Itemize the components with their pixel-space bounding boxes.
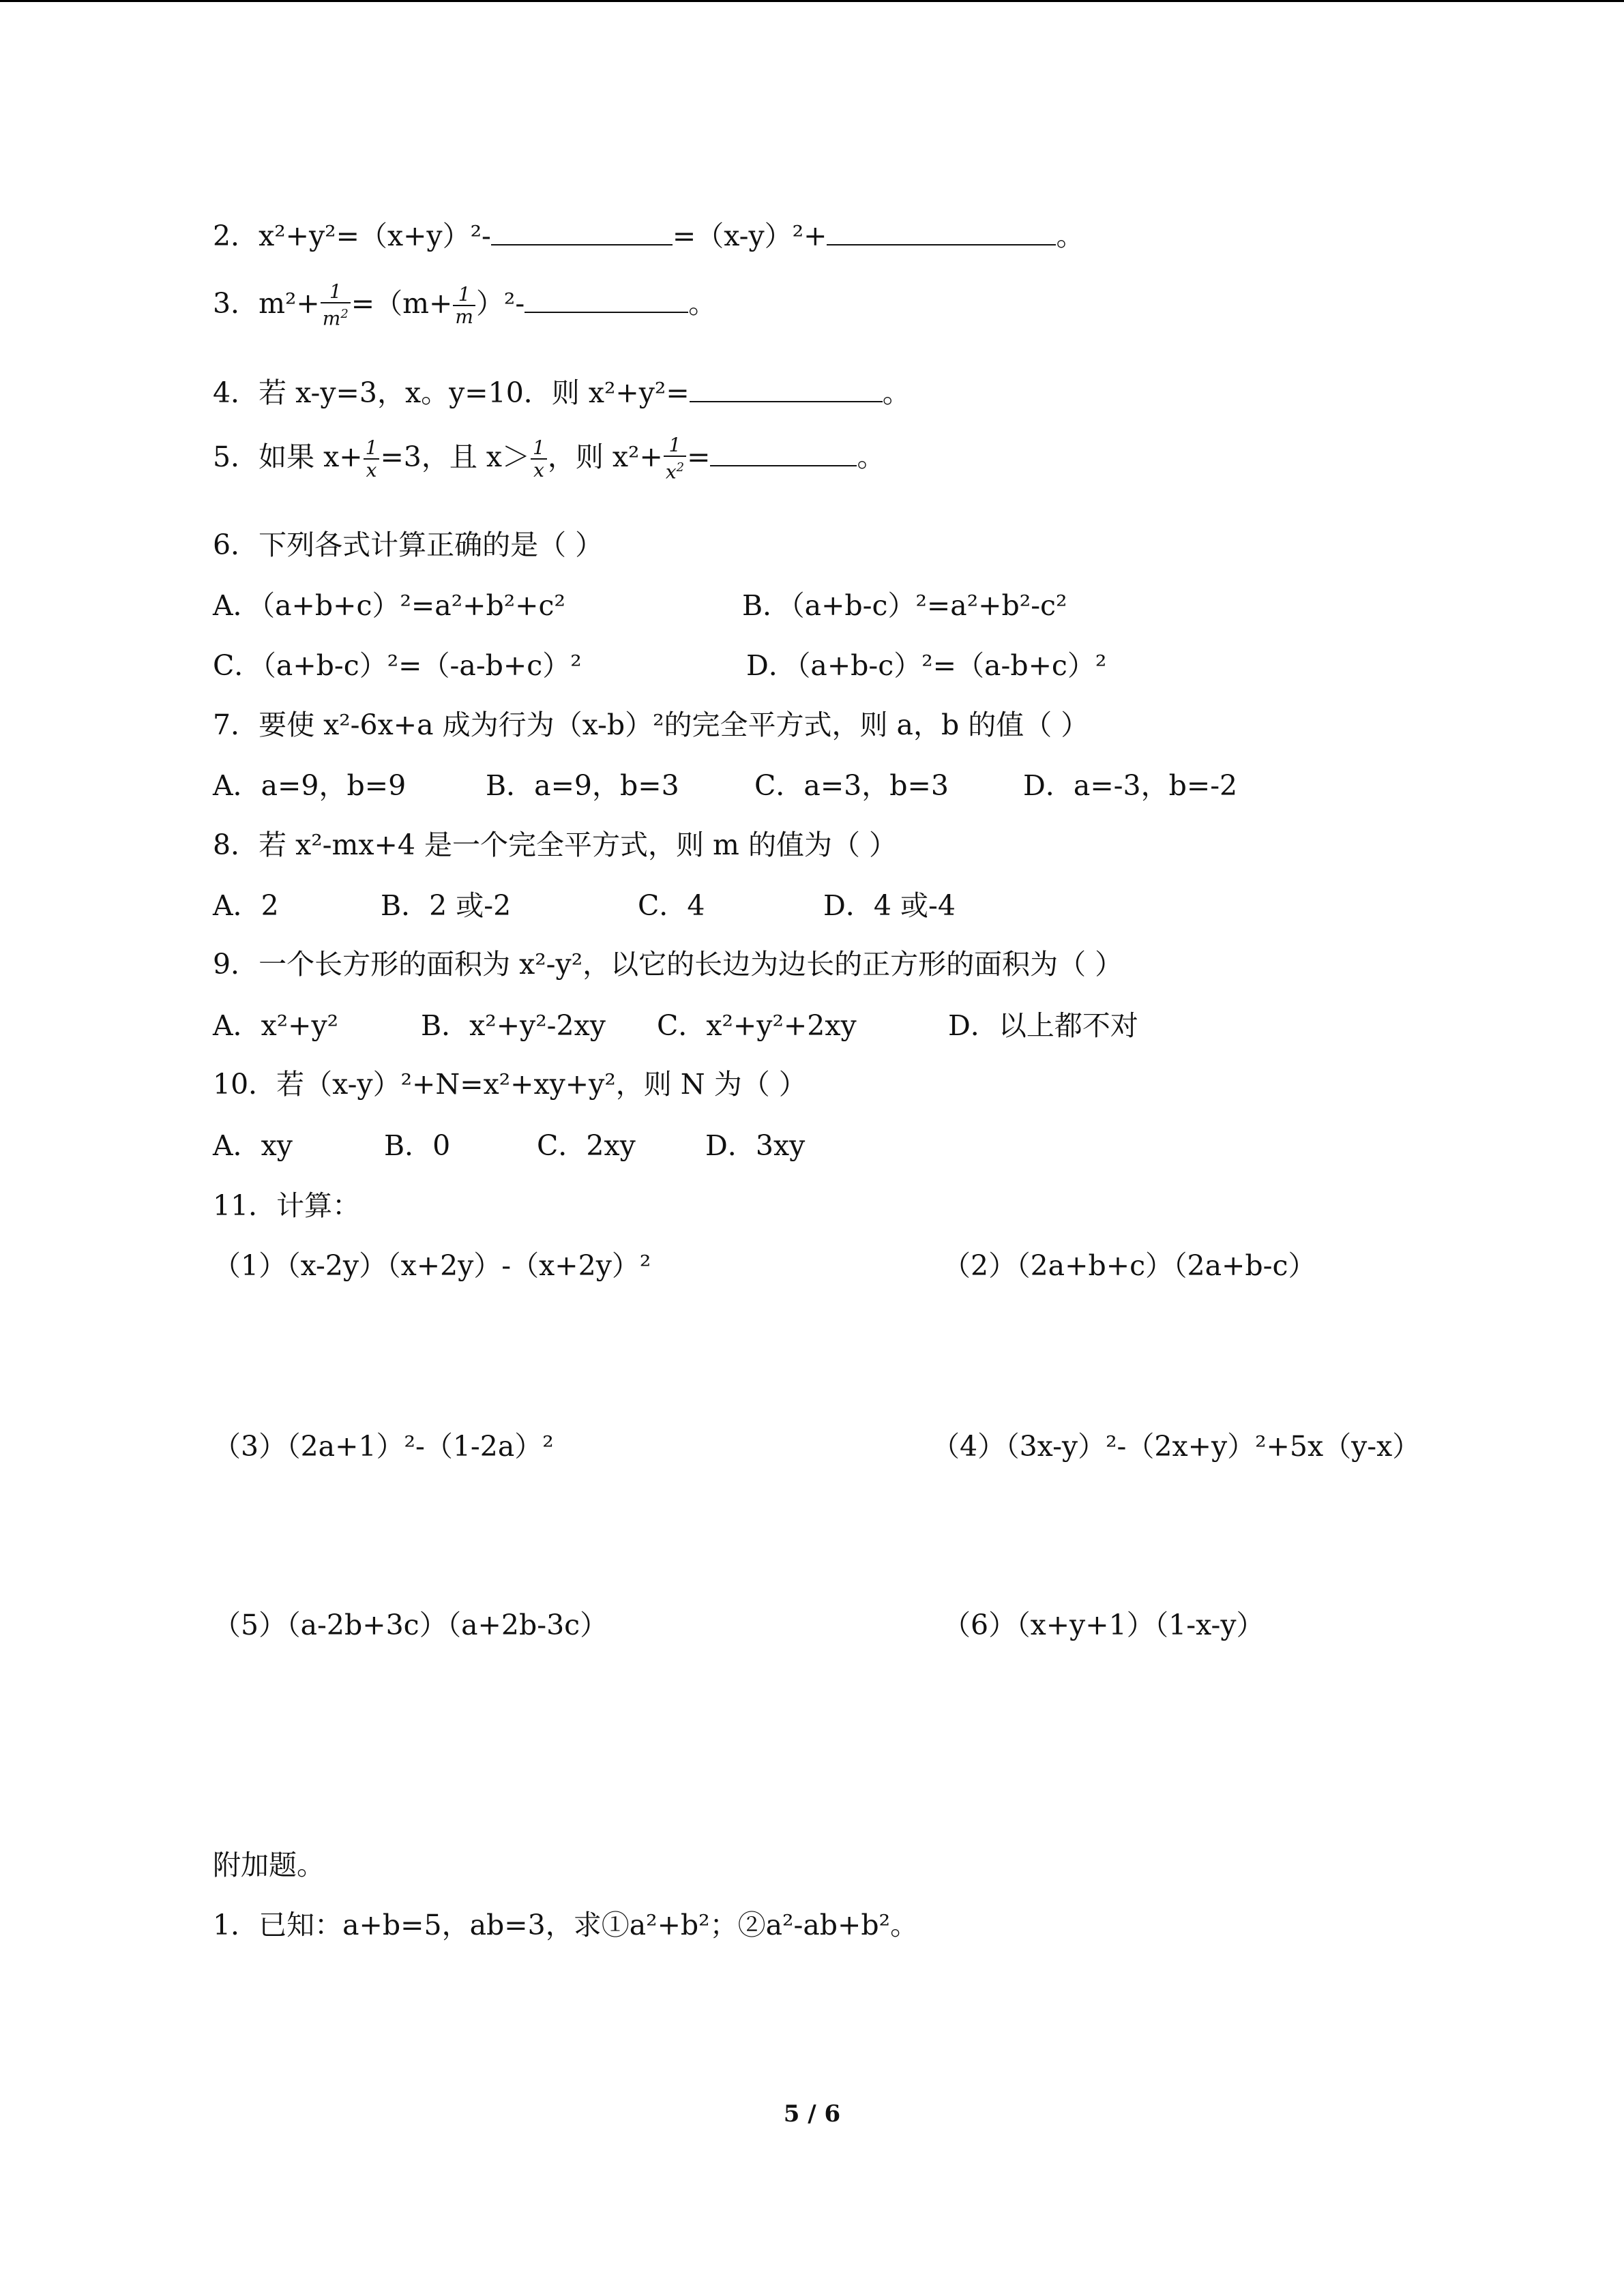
q3-blank — [525, 287, 688, 313]
q7-option-b: B．a=9，b=3 — [486, 769, 679, 802]
q7-option-d: D．a=-3，b=-2 — [1023, 769, 1238, 802]
q5-fraction-2: $\frac{1}{x}$ — [531, 438, 547, 481]
q5-text-3: ，则 x²+ — [547, 441, 663, 473]
q2-text-3: 。 — [1056, 220, 1084, 252]
q8-option-c: C．4 — [638, 889, 705, 922]
q3-fraction-2: $\frac{1}{m}$ — [453, 284, 475, 328]
q9-option-d: D．以上都不对 — [948, 1009, 1138, 1042]
q2-text-1: 2．x²+y²=（x+y）²- — [213, 220, 491, 252]
page-number: 5 / 6 — [783, 2100, 841, 2128]
q2-blank-1 — [491, 220, 673, 245]
q5-text-1: 5．如果 x+ — [213, 441, 363, 473]
q9-option-a: A．x²+y² — [213, 1009, 339, 1042]
q2-blank-2 — [827, 220, 1056, 245]
extra-section-title: 附加题。 — [213, 1849, 325, 1881]
question-9-stem: 9．一个长方形的面积为 x²-y²，以它的长边为边长的正方形的面积为（ ） — [213, 948, 1123, 981]
q11-sub-3: （3）（2a+1）²-（1-2a）² — [213, 1430, 554, 1463]
q4-blank — [690, 376, 883, 402]
question-2 — [213, 217, 1084, 255]
q3-text-1: 3．m²+ — [213, 287, 320, 320]
q9-option-c: C．x²+y²+2xy — [657, 1009, 857, 1042]
q4-text-2: 。 — [882, 376, 911, 409]
q8-option-d: D．4 或-4 — [823, 889, 956, 922]
question-4 — [213, 374, 911, 412]
question-7-stem: 7．要使 x²-6x+a 成为行为（x-b）²的完全平方式，则 a，b 的值（ ） — [213, 709, 1089, 741]
question-5 — [213, 426, 885, 488]
q5-text-2: =3，且 x＞ — [380, 441, 531, 473]
q5-blank — [710, 441, 857, 466]
q3-fraction-1: $\frac{1}{m^2}$ — [321, 282, 351, 329]
q5-text-4: = — [687, 441, 711, 473]
q3-text-3: ）²- — [475, 287, 525, 320]
question-8-stem: 8．若 x²-mx+4 是一个完全平方式，则 m 的值为（ ） — [213, 829, 897, 861]
q4-text-1: 4．若 x-y=3，x。y=10．则 x²+y²= — [213, 376, 690, 409]
q5-fraction-3: $\frac{1}{x^2}$ — [664, 435, 686, 483]
q7-option-c: C．a=3，b=3 — [754, 769, 949, 802]
q8-option-b: B．2 或-2 — [381, 889, 512, 922]
q3-text-4: 。 — [688, 287, 717, 320]
q5-fraction-1: $\frac{1}{x}$ — [364, 438, 380, 481]
q11-sub-1: （1）（x-2y）（x+2y）-（x+2y）² — [213, 1249, 651, 1282]
q11-sub-6: （6）（x+y+1）（1-x-y） — [943, 1609, 1265, 1641]
q6-option-c: C．（a+b-c）²=（-a-b+c）² — [213, 649, 582, 682]
q10-option-d: D．3xy — [705, 1129, 806, 1162]
question-10-stem: 10．若（x-y）²+N=x²+xy+y²，则 N 为（ ） — [213, 1068, 807, 1101]
q10-option-a: A．xy — [213, 1129, 293, 1162]
q2-text-2: =（x-y）²+ — [672, 220, 827, 252]
q6-option-d: D．（a+b-c）²=（a-b+c）² — [746, 649, 1107, 682]
q9-option-b: B．x²+y²-2xy — [421, 1009, 606, 1042]
q10-option-c: C．2xy — [537, 1129, 636, 1162]
top-border — [0, 0, 1624, 2]
extra-question-1: 1．已知：a+b=5，ab=3，求①a²+b²；②a²-ab+b²。 — [213, 1909, 919, 1941]
q11-sub-4: （4）（3x-y）²-（2x+y）²+5x（y-x） — [932, 1430, 1421, 1463]
question-11-stem: 11．计算： — [213, 1189, 361, 1222]
q3-text-2: =（m+ — [351, 287, 453, 320]
q7-option-a: A．a=9，b=9 — [213, 769, 407, 802]
q6-option-a: A．（a+b+c）²=a²+b²+c² — [213, 589, 565, 622]
q5-text-5: 。 — [857, 441, 885, 473]
q11-sub-2: （2）（2a+b+c）（2a+b-c） — [943, 1249, 1316, 1282]
q11-sub-5: （5）（a-2b+3c）（a+2b-3c） — [213, 1609, 608, 1641]
q6-option-b: B．（a+b-c）²=a²+b²-c² — [742, 589, 1067, 622]
q10-option-b: B．0 — [384, 1129, 451, 1162]
q8-option-a: A．2 — [213, 889, 279, 922]
question-6-stem: 6．下列各式计算正确的是（ ） — [213, 528, 604, 561]
question-3 — [213, 273, 716, 334]
